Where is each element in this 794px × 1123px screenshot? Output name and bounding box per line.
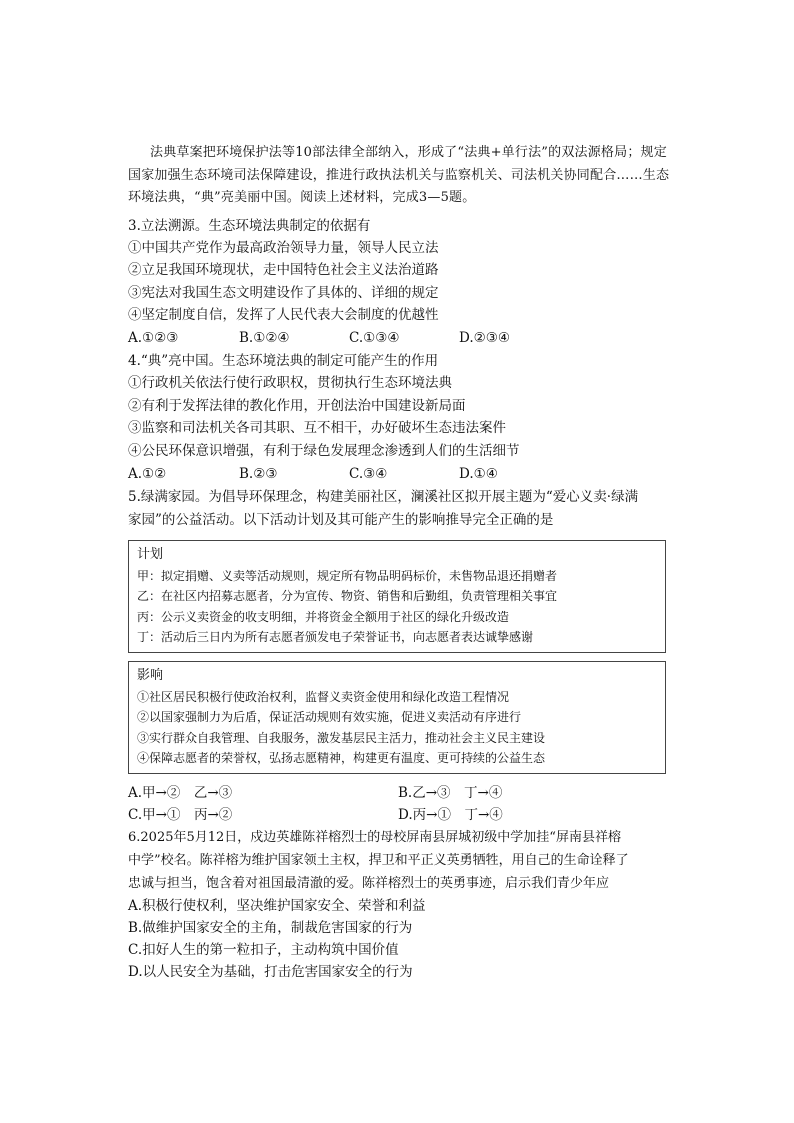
q5-option-c[interactable]: C.甲→① 丙→②: [128, 807, 233, 823]
q3-option-a[interactable]: A.①②③: [128, 330, 179, 346]
q6-option-b[interactable]: B.做维护国家安全的主角，制裁危害国家的行为: [128, 920, 413, 936]
impact-item-1: ①社区居民积极行使政治权利，监督义卖资金使用和绿化改造工程情况: [137, 689, 510, 704]
q5-option-b[interactable]: B.乙→③ 丁→④: [398, 785, 503, 801]
q5-stem-line-2: 家园”的公益活动。以下活动计划及其可能产生的影响推导完全正确的是: [128, 512, 554, 528]
q3-item-4: ④坚定制度自信，发挥了人民代表大会制度的优越性: [128, 307, 439, 323]
intro-paragraph: 法典草案把环境保护法等10部法律全部纳入，形成了“法典+单行法”的双法源格局；规定国家加强生态环境司法保障建设，推进行政执法机关与监察机关、司法机关协同配合……生态环境法典，“典”亮美丽中国。阅读上述材料，完成3—5题。: [128, 145, 670, 205]
q3-item-1: ①中国共产党作为最高政治领导力量，领导人民立法: [128, 240, 439, 256]
plan-box: [128, 540, 666, 653]
impact-item-4: ④保障志愿者的荣誉权，弘扬志愿精神，构建更有温度、更可持续的公益生态: [137, 751, 546, 765]
impact-box: [128, 661, 666, 774]
q6-stem-line-1: 6.2025年5月12日，戍边英雄陈祥榕烈士的母校屏南县屏城初级中学加挂“屏南县祥榕: [128, 830, 621, 845]
q3-option-d[interactable]: D.②③④: [459, 330, 510, 346]
q6-option-a[interactable]: A.积极行使权利，坚决维护国家安全、荣誉和利益: [128, 898, 426, 914]
q6-stem-line-3: 忠诚与担当，饱含着对祖国最清澈的爱。陈祥榕烈士的英勇事迹，启示我们青少年应: [128, 876, 610, 891]
q6-stem-line-2: 中学”校名。陈祥榕为维护国家领土主权，捍卫和平正义英勇牺牲，用自己的生命诠释了: [128, 853, 629, 868]
q4-item-3: ③监察和司法机关各司其职、互不相干，办好破坏生态违法案件: [128, 420, 506, 436]
q5-stem-line-1: 5.绿满家园。为倡导环保理念，构建美丽社区，澜溪社区拟开展主题为“爱心义卖·绿满: [128, 489, 639, 505]
q4-item-1: ①行政机关依法行使行政职权，贯彻执行生态环境法典: [128, 375, 452, 391]
q4-stem: 4.“典”亮中国。生态环境法典的制定可能产生的作用: [128, 353, 439, 369]
q4-item-4: ④公民环保意识增强，有利于绿色发展理念渗透到人们的生活细节: [128, 443, 520, 459]
impact-item-2: ②以国家强制力为后盾，保证活动规则有效实施，促进义卖活动有序进行: [137, 710, 522, 724]
q4-option-d[interactable]: D.①④: [459, 466, 498, 482]
q3-option-c[interactable]: C.①③④: [349, 330, 400, 346]
q6-option-c[interactable]: C.扣好人生的第一粒扣子，主动构筑中国价值: [128, 942, 399, 958]
plan-item-yi: 乙：在社区内招募志愿者，分为宣传、物资、销售和后勤组，负责管理相关事宜: [137, 589, 558, 603]
q4-item-2: ②有利于发挥法律的教化作用，开创法治中国建设新局面: [128, 398, 466, 414]
q3-item-3: ③宪法对我国生态文明建设作了具体的、详细的规定: [128, 285, 439, 301]
q3-item-2: ②立足我国环境现状，走中国特色社会主义法治道路: [128, 262, 439, 278]
q3-option-b[interactable]: B.①②④: [239, 330, 290, 346]
q3-stem: 3.立法溯源。生态环境法典制定的依据有: [128, 218, 371, 234]
q4-option-a[interactable]: A.①②: [128, 466, 167, 482]
plan-title: 计划: [137, 547, 164, 562]
impact-item-3: ③实行群众自我管理、自我服务，激发基层民主活力，推动社会主义民主建设: [137, 730, 546, 745]
q6-option-d[interactable]: D.以人民安全为基础，打击危害国家安全的行为: [128, 964, 413, 980]
q5-option-d[interactable]: D.丙→① 丁→④: [398, 807, 503, 823]
plan-item-ding: 丁：活动后三日内为所有志愿者颁发电子荣誉证书，向志愿者表达诚挚感谢: [137, 630, 534, 644]
impact-title: 影响: [137, 668, 164, 683]
q5-option-a[interactable]: A.甲→② 乙→③: [128, 785, 233, 801]
q4-option-b[interactable]: B.②③: [239, 466, 278, 482]
plan-item-bing: 丙：公示义卖资金的收支明细，并将资金全额用于社区的绿化升级改造: [137, 609, 510, 624]
q4-option-c[interactable]: C.③④: [349, 466, 388, 482]
plan-item-jia: 甲：拟定捐赠、义卖等活动规则，规定所有物品明码标价，未售物品退还捐赠者: [137, 568, 558, 583]
